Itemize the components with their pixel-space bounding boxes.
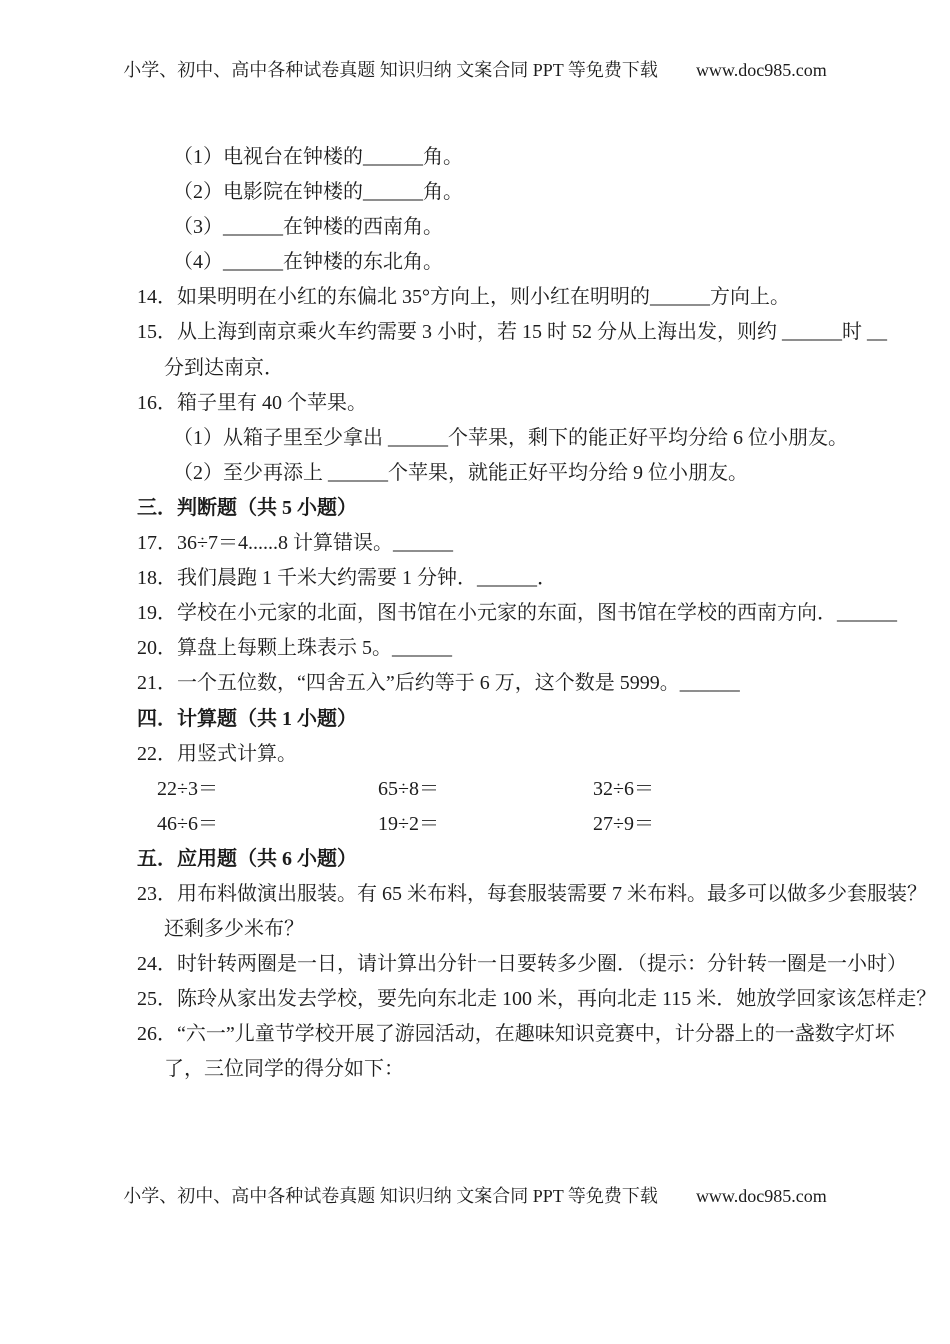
question-17: 17．36÷7＝4......8 计算错误。______ — [137, 532, 453, 555]
fill-item-2: （2）电影院在钟楼的______角。 — [173, 181, 463, 204]
question-15: 15．从上海到南京乘火车约需要 3 小时，若 15 时 52 分从上海出发，则约 ______时 __ — [137, 321, 887, 344]
calc-expression: 19÷2＝ — [378, 812, 439, 835]
fill-item-1: （1）电视台在钟楼的______角。 — [173, 146, 463, 168]
question-16: 16．箱子里有 40 个苹果。 — [137, 391, 367, 414]
question-24: 24．时针转两圈是一日，请计算出分针一日要转多少圈．（提示：分针转一圈是一小时） — [137, 953, 907, 976]
question-14: 14．如果明明在小红的东偏北 35°方向上，则小红在明明的______方向上。 — [137, 286, 790, 309]
section-3: 三．判断题（共 5 小题） — [137, 496, 357, 519]
question-22-row2 — [0, 807, 950, 842]
question-20: 20．算盘上每颗上珠表示 5。______ — [137, 637, 452, 660]
question-23-cont: 还剩多少米布？ — [164, 918, 304, 941]
question-26-cont: 了，三位同学的得分如下： — [164, 1058, 404, 1081]
question-22: 22．用竖式计算。 — [137, 742, 297, 765]
question-16-sub1: （1）从箱子里至少拿出 ______个苹果，剩下的能正好平均分给 6 位小朋友。 — [173, 426, 848, 449]
footer-url: www.doc985.com — [695, 1186, 827, 1206]
question-22-row1 — [0, 772, 950, 807]
footer-text: 小学、初中、高中各种试卷真题 知识归纳 文案合同 PPT 等免费下载 — [123, 1186, 658, 1206]
page-header — [0, 58, 950, 82]
question-25: 25．陈玲从家出发去学校，要先向东北走 100 米，再向北走 115 米．她放学回家该怎样走？ — [137, 988, 937, 1011]
fill-item-3: （3）______在钟楼的西南角。 — [173, 216, 443, 239]
question-19: 19．学校在小元家的北面，图书馆在小元家的东面，图书馆在学校的西南方向．______ — [137, 602, 897, 625]
question-26: 26．“六一”儿童节学校开展了游园活动，在趣味知识竞赛中，计分器上的一盏数字灯坏 — [137, 1023, 895, 1046]
page-footer — [0, 1184, 950, 1208]
calc-expression: 22÷3＝ — [157, 777, 218, 800]
fill-item-4: （4）______在钟楼的东北角。 — [173, 251, 443, 274]
document-body — [0, 140, 950, 1088]
question-23: 23．用布料做演出服装。有 65 米布料，每套服装需要 7 米布料。最多可以做多少套服装？ — [137, 882, 927, 905]
calc-expression: 32÷6＝ — [593, 777, 654, 800]
question-21: 21．一个五位数，“四舍五入”后约等于 6 万，这个数是 5999。______ — [137, 672, 740, 695]
question-18: 18．我们晨跑 1 千米大约需要 1 分钟．______． — [137, 567, 557, 590]
header-url: www.doc985.com — [695, 60, 827, 80]
header-text: 小学、初中、高中各种试卷真题 知识归纳 文案合同 PPT 等免费下载 — [123, 60, 658, 80]
calc-expression: 46÷6＝ — [157, 812, 218, 835]
question-16-sub2: （2）至少再添上 ______个苹果，就能正好平均分给 9 位小朋友。 — [173, 461, 748, 484]
question-15-cont: 分到达南京． — [164, 356, 284, 379]
calc-expression: 65÷8＝ — [378, 777, 439, 800]
calc-expression: 27÷9＝ — [593, 812, 654, 835]
section-4: 四．计算题（共 1 小题） — [137, 707, 357, 730]
section-5: 五．应用题（共 6 小题） — [137, 847, 357, 870]
